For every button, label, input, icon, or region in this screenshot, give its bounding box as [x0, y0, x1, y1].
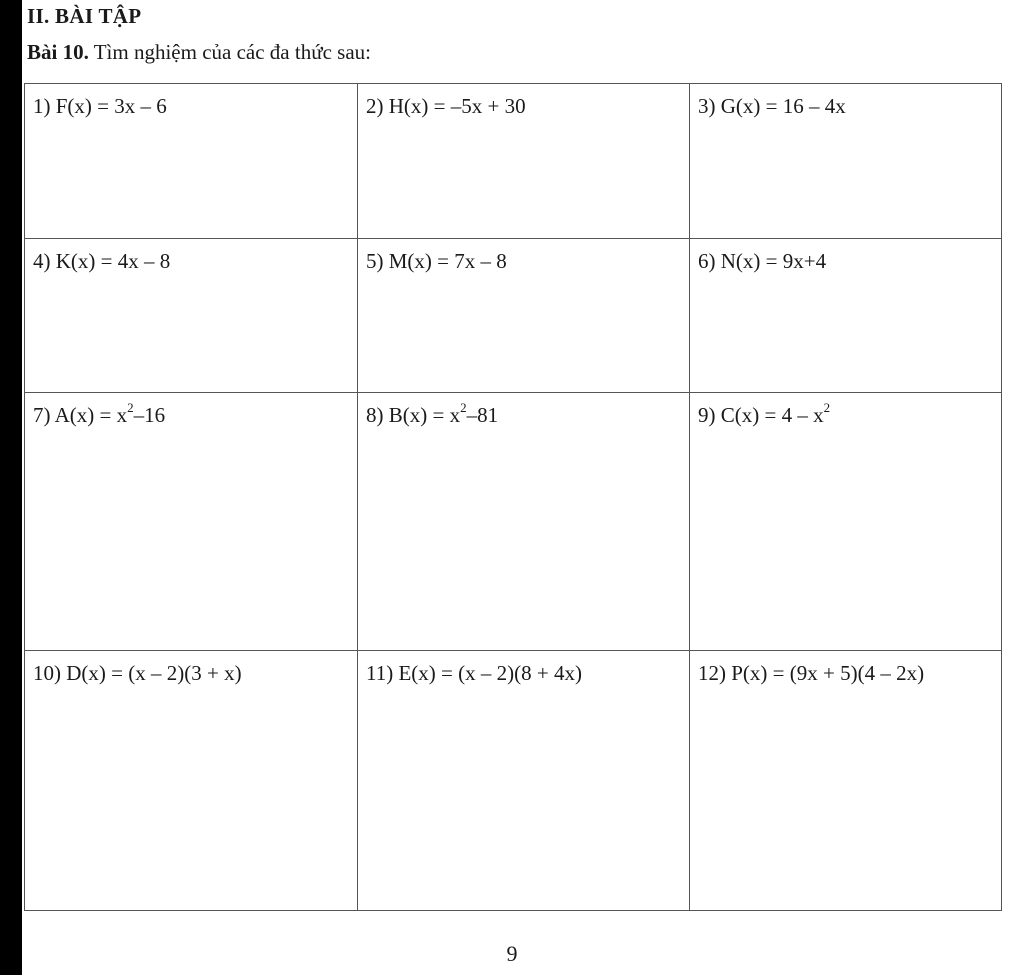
problem-index: 10): [33, 661, 61, 685]
polynomial-expression: x: [449, 403, 461, 427]
problem-cell: [25, 651, 358, 911]
problem-index: 2): [366, 94, 384, 118]
polynomial-expression: x: [116, 403, 128, 427]
expression-tail: –81: [466, 403, 499, 427]
table-row: [25, 84, 1002, 239]
table-row: [25, 651, 1002, 911]
polynomial-expression: 16 – 4x: [782, 94, 846, 118]
problem-index: 5): [366, 249, 384, 273]
exponent: 2: [823, 400, 831, 415]
polynomial-expression: –5x + 30: [450, 94, 526, 118]
section-heading: II. BÀI TẬP: [27, 4, 142, 28]
problem-cell: [25, 239, 358, 393]
problem-cell: [690, 651, 1002, 911]
polynomial-expression: 4x – 8: [117, 249, 171, 273]
problem-index: 4): [33, 249, 51, 273]
problem-cell: [25, 393, 358, 651]
problem-index: 7): [33, 403, 51, 427]
polynomial-name: D(x) =: [66, 661, 129, 685]
polynomial-name: K(x) =: [55, 249, 118, 273]
problem-cell: [25, 84, 358, 239]
polynomial-name: F(x) =: [55, 94, 115, 118]
polynomial-expression: (x – 2)(8 + 4x): [458, 661, 582, 685]
problem-index: 3): [698, 94, 716, 118]
polynomial-expression: (9x + 5)(4 – 2x): [789, 661, 925, 685]
problem-cell: [358, 239, 690, 393]
polynomial-name: M(x) =: [388, 249, 455, 273]
problem-index: 6): [698, 249, 716, 273]
polynomial-expression: 3x – 6: [114, 94, 167, 118]
exponent: 2: [460, 400, 467, 415]
problem-cell: [358, 393, 690, 651]
problem-cell: [358, 84, 690, 239]
problem-table: [24, 83, 1002, 911]
polynomial-name: A(x) =: [54, 403, 117, 427]
polynomial-name: H(x) =: [388, 94, 451, 118]
problem-index: 11): [366, 661, 394, 685]
exercise-title: [27, 40, 371, 65]
table-row: [25, 239, 1002, 393]
polynomial-name: C(x) =: [720, 403, 782, 427]
problem-index: 9): [698, 403, 716, 427]
polynomial-name: P(x) =: [731, 661, 790, 685]
polynomial-name: G(x) =: [720, 94, 783, 118]
exponent: 2: [127, 400, 134, 415]
polynomial-expression: 4 – x: [781, 403, 824, 427]
polynomial-expression: 7x – 8: [454, 249, 507, 273]
polynomial-expression: (x – 2)(3 + x): [128, 661, 242, 685]
problem-cell: [690, 84, 1002, 239]
left-black-border: [0, 0, 22, 975]
exercise-number: Bài 10.: [27, 40, 89, 64]
polynomial-name: B(x) =: [388, 403, 450, 427]
polynomial-name: N(x) =: [720, 249, 783, 273]
exercise-instruction: Tìm nghiệm của các đa thức sau:: [93, 40, 371, 64]
problem-cell: [358, 651, 690, 911]
problem-cell: [690, 239, 1002, 393]
polynomial-expression: 9x+4: [782, 249, 827, 273]
page-number: 9: [506, 941, 518, 966]
table-row: [25, 393, 1002, 651]
problem-cell: [690, 393, 1002, 651]
problem-index: 12): [698, 661, 726, 685]
expression-tail: –16: [133, 403, 166, 427]
problem-index: 8): [366, 403, 384, 427]
polynomial-name: E(x) =: [398, 661, 459, 685]
problem-index: 1): [33, 94, 51, 118]
